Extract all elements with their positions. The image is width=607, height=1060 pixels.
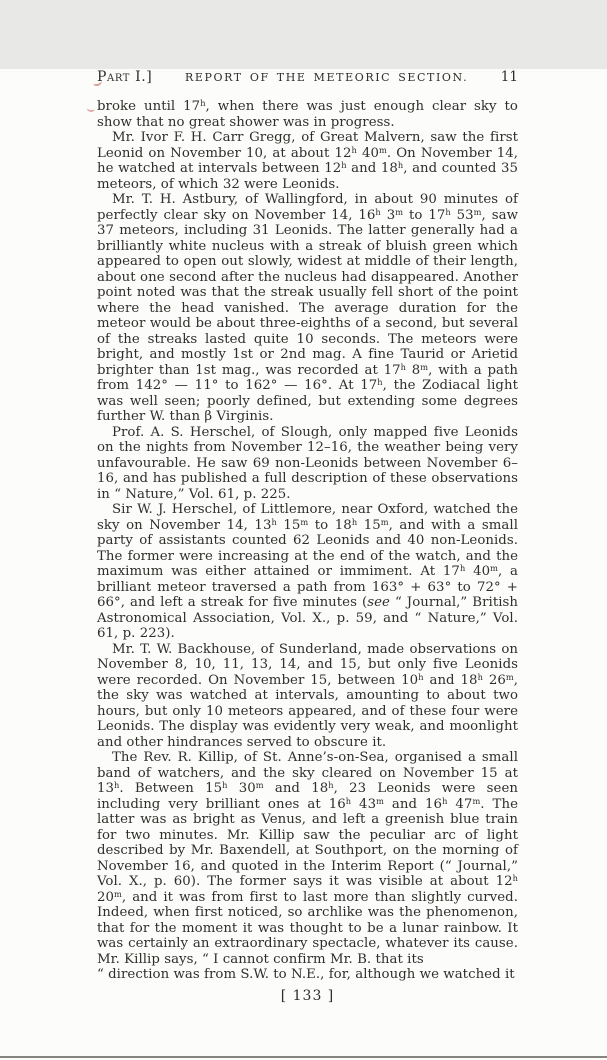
folio-number: [ 133 ] [280, 987, 335, 1004]
paragraph: broke until 17$^h$, when there was just enough clear sky to show that no great shower was in progress. [97, 98, 518, 130]
running-header [97, 69, 518, 85]
paragraph: Prof. A. S. Herschel, of Slough, only mapped five Leonids on the nights from November 12–16, the weather being very unfavourable. He saw 69 non-Leonids between November 6–16, and has published a full description of these observations in “ Nature,” Vol. 61, p. 225. [97, 424, 518, 502]
part-label: Part I.] [97, 69, 153, 85]
paragraph: Mr. Ivor F. H. Carr Gregg, of Great Malvern, saw the first Leonid on November 10, at about 12$^h$ 40$^m$. On November 14, he watched at intervals between 12$^h$ and 18$^h$, and counted 35 meteors, of which 32 were Leonids. [97, 130, 519, 192]
scan-bottom-edge [0, 1056, 607, 1058]
page-footer [97, 988, 518, 1004]
red-pencil-mark [87, 105, 96, 113]
paragraph: Mr. T. H. Astbury, of Wallingford, in about 90 minutes of perfectly clear sky on November 14, 16$^h$ 3$^m$ to 17$^h$ 53$^m$, saw 37 meteors, including 31 Leonids. The latter generally had a brilliantly white nucleus with a streak of bluish green which appeared to open out slowly, widest at middle of their length, about one second after the nucleus had disappeared. Another point noted was that the streak usually fell short of the point where the head vanished. The average duration for the meteor would be about three-eighths of a second, but several of the streaks lasted quite 10 seconds. The meteors were bright, and mostly 1st or 2nd mag. A fine Taurid or Arietid brighter than 1st mag., was recorded at 17$^h$ 8$^m$, with a path from 142° — 11° to 162° — 16°. At 17$^h$, the Zodiacal light was well seen; poorly defined, but extending some degrees further W. than β Virginis. [97, 192, 519, 424]
paragraph: The Rev. R. Killip, of St. Anne’s-on-Sea, organised a small band of watchers, and the sky cleared on November 15 at 13$^h$. Between 15$^h$ 30$^m$ and 18$^h$, 23 Leonids were seen including very brilliant ones at 16$^h$ 43$^m$ and 16$^h$ 47$^m$. The latter was as bright as Venus, and left a greenish blue train for two minutes. Mr. Killip saw the peculiar arc of light described by Mr. Baxendell, at Southport, on the morning of November 16, and quoted in the Interim Report (“ Journal,” Vol. X., p. 60). The former says it was visible at about 12$^h$ 20$^m$, and it was from first to last more than slightly curved. Indeed, when first noticed, so archlike was the phenomenon, that for the moment it was thought to be a lunar rainbow. It was certainly an extraordinary spectacle, whatever its cause. Mr. Killip says, “ I cannot confirm Mr. B. that its “ direction was from S.W. to N.E., for, although we watched it [97, 750, 519, 982]
page-number-top: 11 [500, 69, 518, 85]
page-body [97, 99, 518, 983]
paragraph: Mr. T. W. Backhouse, of Sunderland, made observations on November 8, 10, 11, 13, 14, and 15, but only five Leonids were recorded. On November 15, between 10$^h$ and 18$^h$ 26$^m$, the sky was watched at intervals, amounting to about two hours, but only 10 meteors appeared, and of these four were Leonids. The display was evidently very weak, and moonlight and other hindrances served to obscure it. [97, 641, 518, 750]
red-pencil-mark [92, 77, 102, 86]
scanned-document-page [0, 69, 607, 1060]
paragraph: Sir W. J. Herschel, of Littlemore, near Oxford, watched the sky on November 14, 13$^h$ 15$^m$ to 18$^h$ 15$^m$, and with a small party of assistants counted 62 Leonids and 40 non-Leonids. The former were increasing at the end of the watch, and the maximum was either attained or immiment. At 17$^h$ 40$^m$, a brilliant meteor traversed a path from 163° + 63° to 72° + 66°, and left a streak for five minutes (see “ Journal,” British Astronomical Association, Vol. X., p. 59, and “ Nature,” Vol. 61, p. 223). [97, 502, 519, 641]
section-title: REPORT OF THE METEORIC SECTION. [184, 71, 469, 84]
